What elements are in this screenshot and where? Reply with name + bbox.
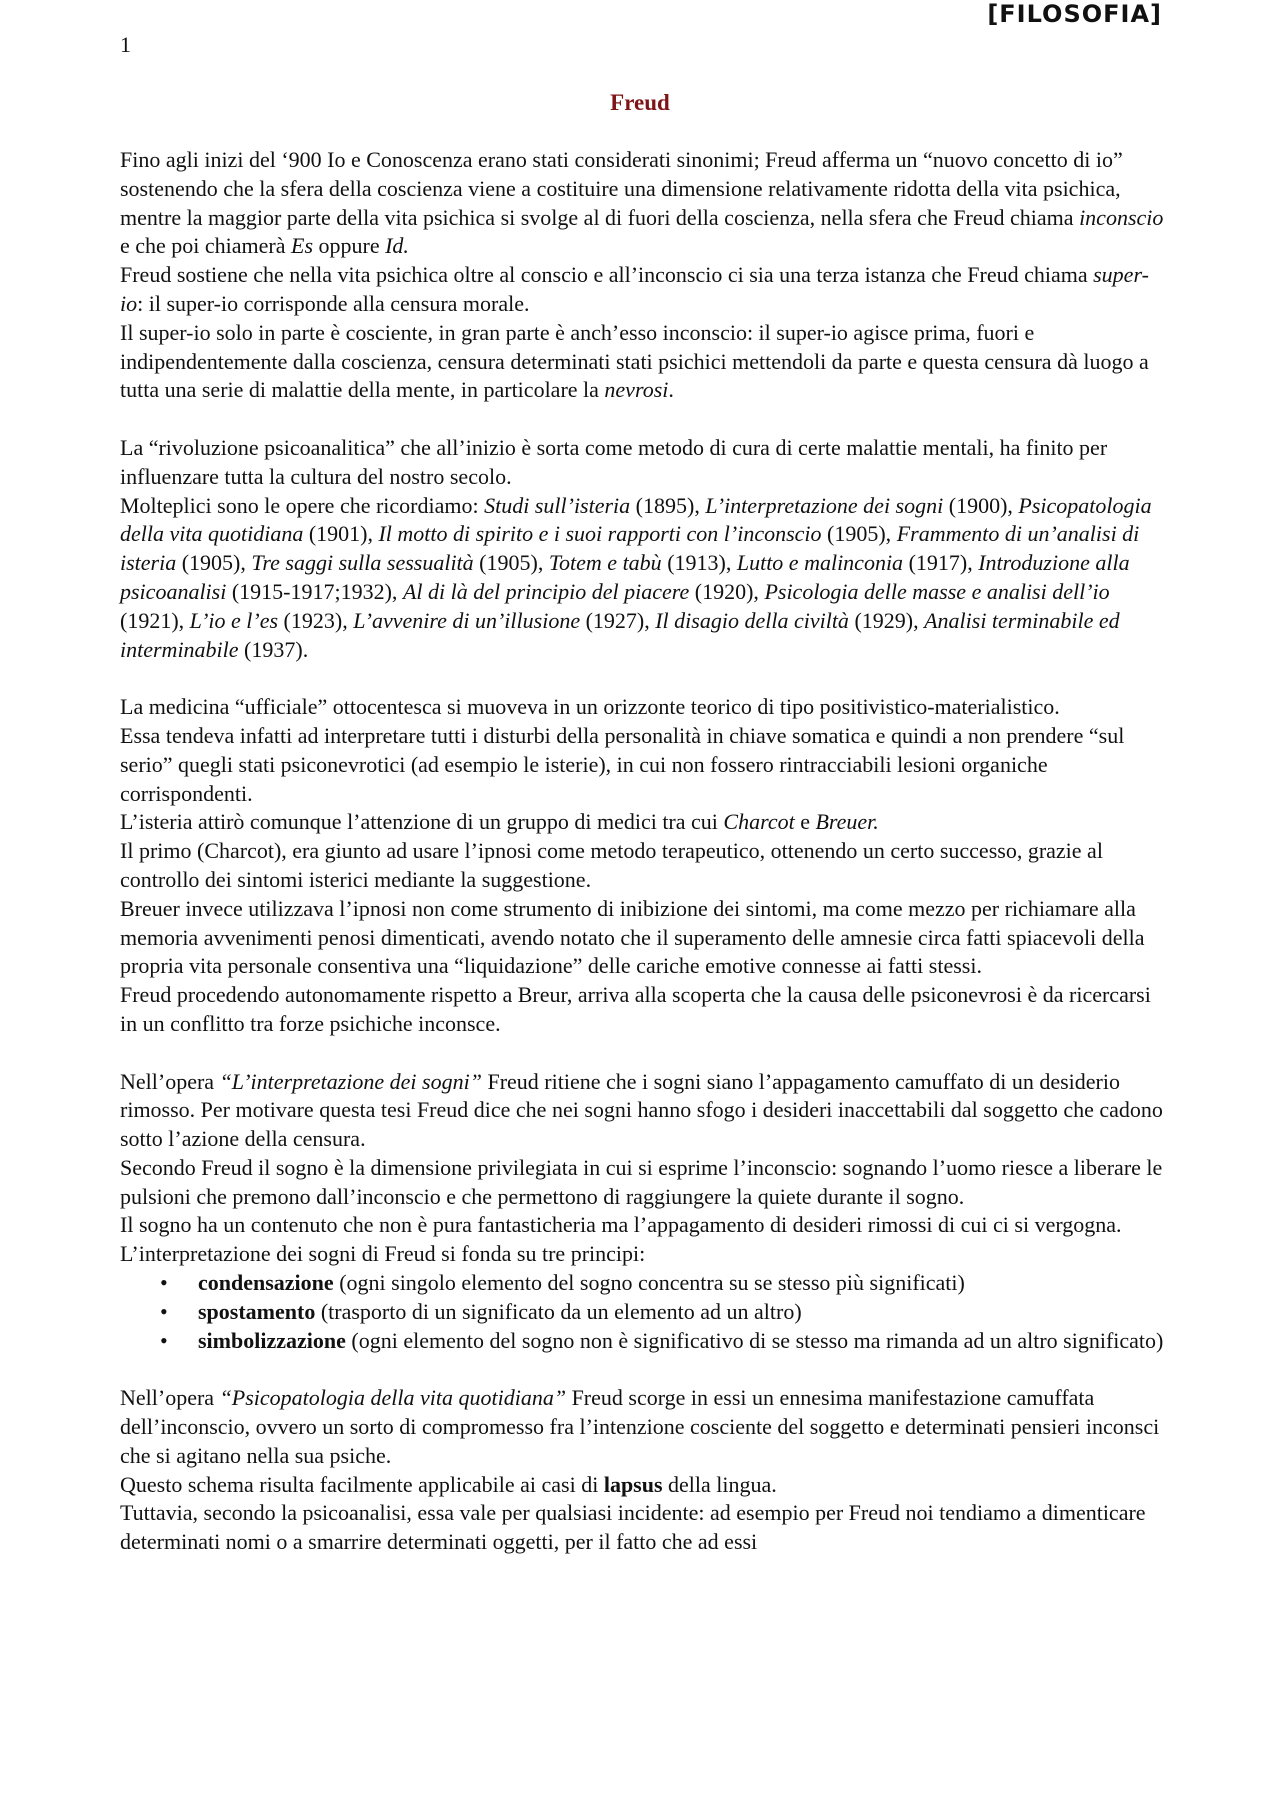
paragraph: Breuer invece utilizzava l’ipnosi non come strumento di inibizione dei sintomi, ma come mezzo per richiamare alla memoria avvenimenti penosi dimenticati, avendo notato che il superamento delle amnesie circa fatti spiacevoli della propria vita personale consentiva una “liquidazione” delle cariche emotive connesse ai fatti stessi.	[120, 895, 1145, 979]
paragraph-gap	[120, 664, 1165, 693]
paragraph: L’interpretazione dei sogni di Freud si fonda su tre principi:	[120, 1241, 646, 1267]
bullet-icon: •	[160, 1298, 168, 1324]
paragraph: L’isteria attirò comunque l’attenzione di un gruppo di medici tra cui Charcot e Breuer.	[120, 809, 879, 835]
principles-list	[120, 1269, 1165, 1355]
paragraph: Freud sostiene che nella vita psichica oltre al conscio e all’inconscio ci sia una terza istanza che Freud chiama super-io: il super-io corrisponde alla censura morale.	[120, 262, 1149, 316]
paragraph: Questo schema risulta facilmente applicabile ai casi di lapsus della lingua.	[120, 1471, 777, 1497]
page-title: Freud	[610, 90, 670, 115]
list-item: • spostamento (trasporto di un significato da un elemento ad un altro)	[120, 1298, 1165, 1327]
paragraph: La medicina “ufficiale” ottocentesca si muoveva in un orizzonte teorico di tipo positivistico-materialistico.	[120, 694, 1060, 720]
paragraph: Tuttavia, secondo la psicoanalisi, essa vale per qualsiasi incidente: ad esempio per Freud noi tendiamo a dimenticare determinati nomi o a smarrire determinati oggetti, per il fatto che ad essi	[120, 1500, 1146, 1555]
paragraph: Nell’opera “Psicopatologia della vita quotidiana” Freud scorge in essi un ennesima manifestazione camuffata dell’inconscio, ovvero un sorto di compromesso fra l’intenzione cosciente del soggetto e determinati pensieri inconsci che si agitano nella sua psiche.	[120, 1385, 1160, 1468]
document-header-label: [FILOSOFIA]	[987, 0, 1162, 28]
paragraph: Il super-io solo in parte è cosciente, in gran parte è anch’esso inconscio: il super-io agisce prima, fuori e indipendentemente dalla coscienza, censura determinati stati psichici mettendoli da parte e questa censura dà luogo a tutta una serie di malattie della mente, in particolare la nevrosi.	[120, 319, 1149, 403]
page-number: 1	[120, 32, 131, 57]
paragraph: Secondo Freud il sogno è la dimensione privilegiata in cui si esprime l’inconscio: sognando l’uomo riesce a liberare le pulsioni che premono dall’inconscio e che permettono di raggiungere la quiete durante il sogno.	[120, 1154, 1163, 1209]
paragraph: Essa tendeva infatti ad interpretare tutti i disturbi della personalità in chiave somatica e quindi a non prendere “sul serio” quegli stati psiconevrotici (ad esempio le isterie), in cui non fossero rintracciabili lesioni organiche corrispondenti.	[120, 722, 1125, 806]
paragraph-gap	[120, 1039, 1165, 1068]
paragraph: Il sogno ha un contenuto che non è pura fantasticheria ma l’appagamento di desideri rimossi di cui ci si vergogna.	[120, 1212, 1122, 1238]
paragraph: Freud procedendo autonomamente rispetto a Breur, arriva alla scoperta che la causa delle psiconevrosi è da ricercarsi in un conflitto tra forze psichiche inconsce.	[120, 982, 1151, 1036]
paragraph-gap	[120, 405, 1165, 434]
list-item: • simbolizzazione (ogni elemento del sogno non è significativo di se stesso ma rimanda ad un altro significato)	[120, 1327, 1165, 1356]
list-item: • condensazione (ogni singolo elemento del sogno concentra su se stesso più significati)	[120, 1269, 1165, 1298]
paragraph: Il primo (Charcot), era giunto ad usare l’ipnosi come metodo terapeutico, ottenendo un certo successo, grazie al controllo dei sintomi isterici mediante la suggestione.	[120, 838, 1103, 892]
bullet-icon: •	[160, 1270, 168, 1296]
works-paragraph: Molteplici sono le opere che ricordiamo: Studi sull’isteria (1895), L’interpretazione dei sogni (1900), Psicopatologia della vita quotidiana (1901), Il motto di spirito e i suoi rapporti con l’inconscio (1905), Frammento di un’analisi di isteria (1905), Tre saggi sulla sessualità (1905), Totem e tabù (1913), Lutto e malinconia (1917), Introduzione alla psicoanalisi (1915-1917;1932), Al di là del principio del piacere (1920), Psicologia delle masse e analisi dell’io (1921), L’io e l’es (1923), L’avvenire di un’illusione (1927), Il disagio della civiltà (1929), Analisi terminabile ed interminabile (1937).	[120, 492, 1152, 662]
paragraph: Fino agli inizi del ‘900 Io e Conoscenza erano stati considerati sinonimi; Freud afferma un “nuovo concetto di io” sostenendo che la sfera della coscienza viene a costituire una dimensione relativamente ridotta della vita psichica, mentre la maggior parte della vita psichica si svolge al di fuori della coscienza, nella sfera che Freud chiama inconscio e che poi chiamerà Es oppure Id.	[120, 147, 1164, 259]
paragraph: Nell’opera “L’interpretazione dei sogni” Freud ritiene che i sogni siano l’appagamento camuffato di un desiderio rimosso. Per motivare questa tesi Freud dice che nei sogni hanno sfogo i desideri inaccettabili dal soggetto che cadono sotto l’azione della censura.	[120, 1068, 1163, 1152]
paragraph: La “rivoluzione psicoanalitica” che all’inizio è sorta come metodo di cura di certe malattie mentali, ha finito per influenzare tutta la cultura del nostro secolo.	[120, 434, 1108, 489]
bullet-icon: •	[160, 1327, 168, 1353]
paragraph-gap	[120, 1355, 1165, 1384]
document-body	[120, 146, 1165, 1557]
